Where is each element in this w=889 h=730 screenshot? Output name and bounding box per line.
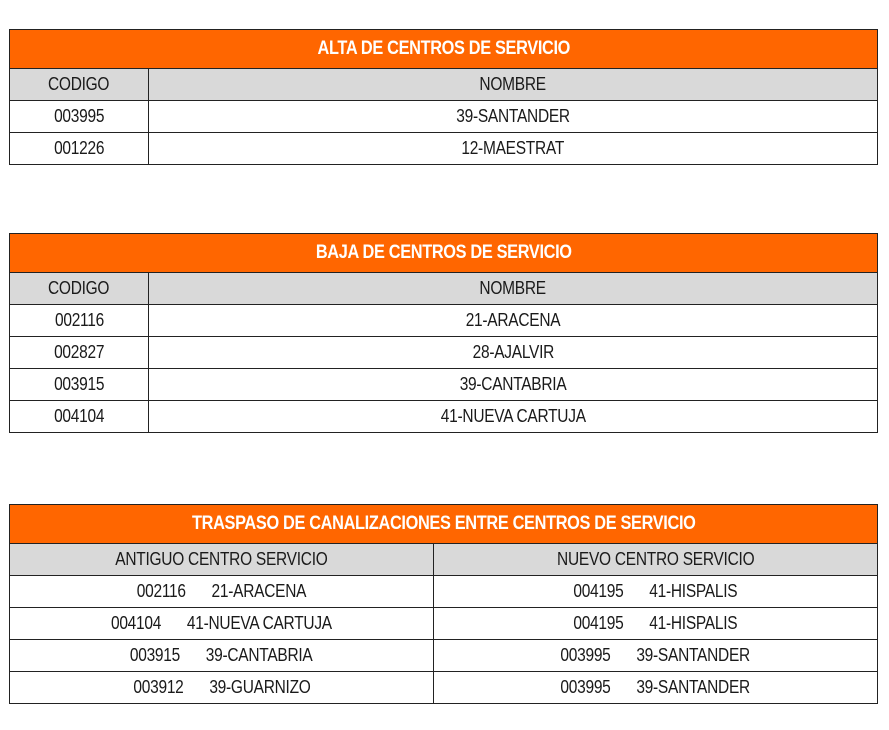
nuevo-cell bbox=[434, 576, 878, 608]
table-row bbox=[10, 305, 878, 337]
table-row bbox=[10, 608, 878, 640]
new-name: 39-SANTANDER bbox=[636, 645, 751, 665]
antiguo-cell bbox=[10, 576, 434, 608]
codigo-cell: 004104 bbox=[10, 401, 149, 433]
alta-table bbox=[9, 29, 878, 165]
nuevo-cell bbox=[434, 640, 878, 672]
codigo-cell: 003915 bbox=[10, 369, 149, 401]
old-code: 003915 bbox=[130, 645, 181, 665]
old-name: 39-CANTABRIA bbox=[206, 645, 313, 665]
baja-col-nombre: NOMBRE bbox=[149, 273, 878, 305]
table-row bbox=[10, 640, 878, 672]
new-code: 004195 bbox=[573, 613, 624, 633]
antiguo-cell bbox=[10, 608, 434, 640]
old-name: 41-NUEVA CARTUJA bbox=[186, 613, 332, 633]
nombre-cell: 12-MAESTRAT bbox=[149, 133, 878, 165]
old-code: 002116 bbox=[136, 581, 186, 601]
traspaso-col-antiguo: ANTIGUO CENTRO SERVICIO bbox=[10, 544, 434, 576]
table-row bbox=[10, 133, 878, 165]
codigo-cell: 001226 bbox=[10, 133, 149, 165]
traspaso-title: TRASPASO DE CANALIZACIONES ENTRE CENTROS DE SERVICIO bbox=[10, 505, 878, 544]
nombre-cell: 39-SANTANDER bbox=[149, 101, 878, 133]
new-name: 39-SANTANDER bbox=[636, 677, 751, 697]
traspaso-table bbox=[9, 504, 878, 704]
nombre-cell: 21-ARACENA bbox=[149, 305, 878, 337]
antiguo-cell bbox=[10, 640, 434, 672]
nombre-cell: 28-AJALVIR bbox=[149, 337, 878, 369]
alta-col-codigo: CODIGO bbox=[10, 69, 149, 101]
traspaso-col-nuevo: NUEVO CENTRO SERVICIO bbox=[434, 544, 878, 576]
table-row bbox=[10, 337, 878, 369]
alta-col-nombre: NOMBRE bbox=[149, 69, 878, 101]
table-row bbox=[10, 369, 878, 401]
old-name: 21-ARACENA bbox=[211, 581, 307, 601]
nombre-cell: 39-CANTABRIA bbox=[149, 369, 878, 401]
nuevo-cell bbox=[434, 672, 878, 704]
table-row bbox=[10, 401, 878, 433]
alta-title: ALTA DE CENTROS DE SERVICIO bbox=[10, 30, 878, 69]
codigo-cell: 002116 bbox=[10, 305, 149, 337]
table-row bbox=[10, 672, 878, 704]
baja-col-codigo: CODIGO bbox=[10, 273, 149, 305]
new-code: 004195 bbox=[573, 581, 624, 601]
old-name: 39-GUARNIZO bbox=[208, 677, 311, 697]
new-name: 41-HISPALIS bbox=[649, 581, 738, 601]
codigo-cell: 002827 bbox=[10, 337, 149, 369]
new-code: 003995 bbox=[560, 645, 611, 665]
old-code: 004104 bbox=[111, 613, 162, 633]
new-name: 41-HISPALIS bbox=[649, 613, 738, 633]
nombre-cell: 41-NUEVA CARTUJA bbox=[149, 401, 878, 433]
baja-title: BAJA DE CENTROS DE SERVICIO bbox=[10, 234, 878, 273]
antiguo-cell bbox=[10, 672, 434, 704]
new-code: 003995 bbox=[560, 677, 611, 697]
table-row bbox=[10, 576, 878, 608]
codigo-cell: 003995 bbox=[10, 101, 149, 133]
old-code: 003912 bbox=[132, 677, 184, 697]
table-row bbox=[10, 101, 878, 133]
nuevo-cell bbox=[434, 608, 878, 640]
baja-table bbox=[9, 233, 878, 433]
